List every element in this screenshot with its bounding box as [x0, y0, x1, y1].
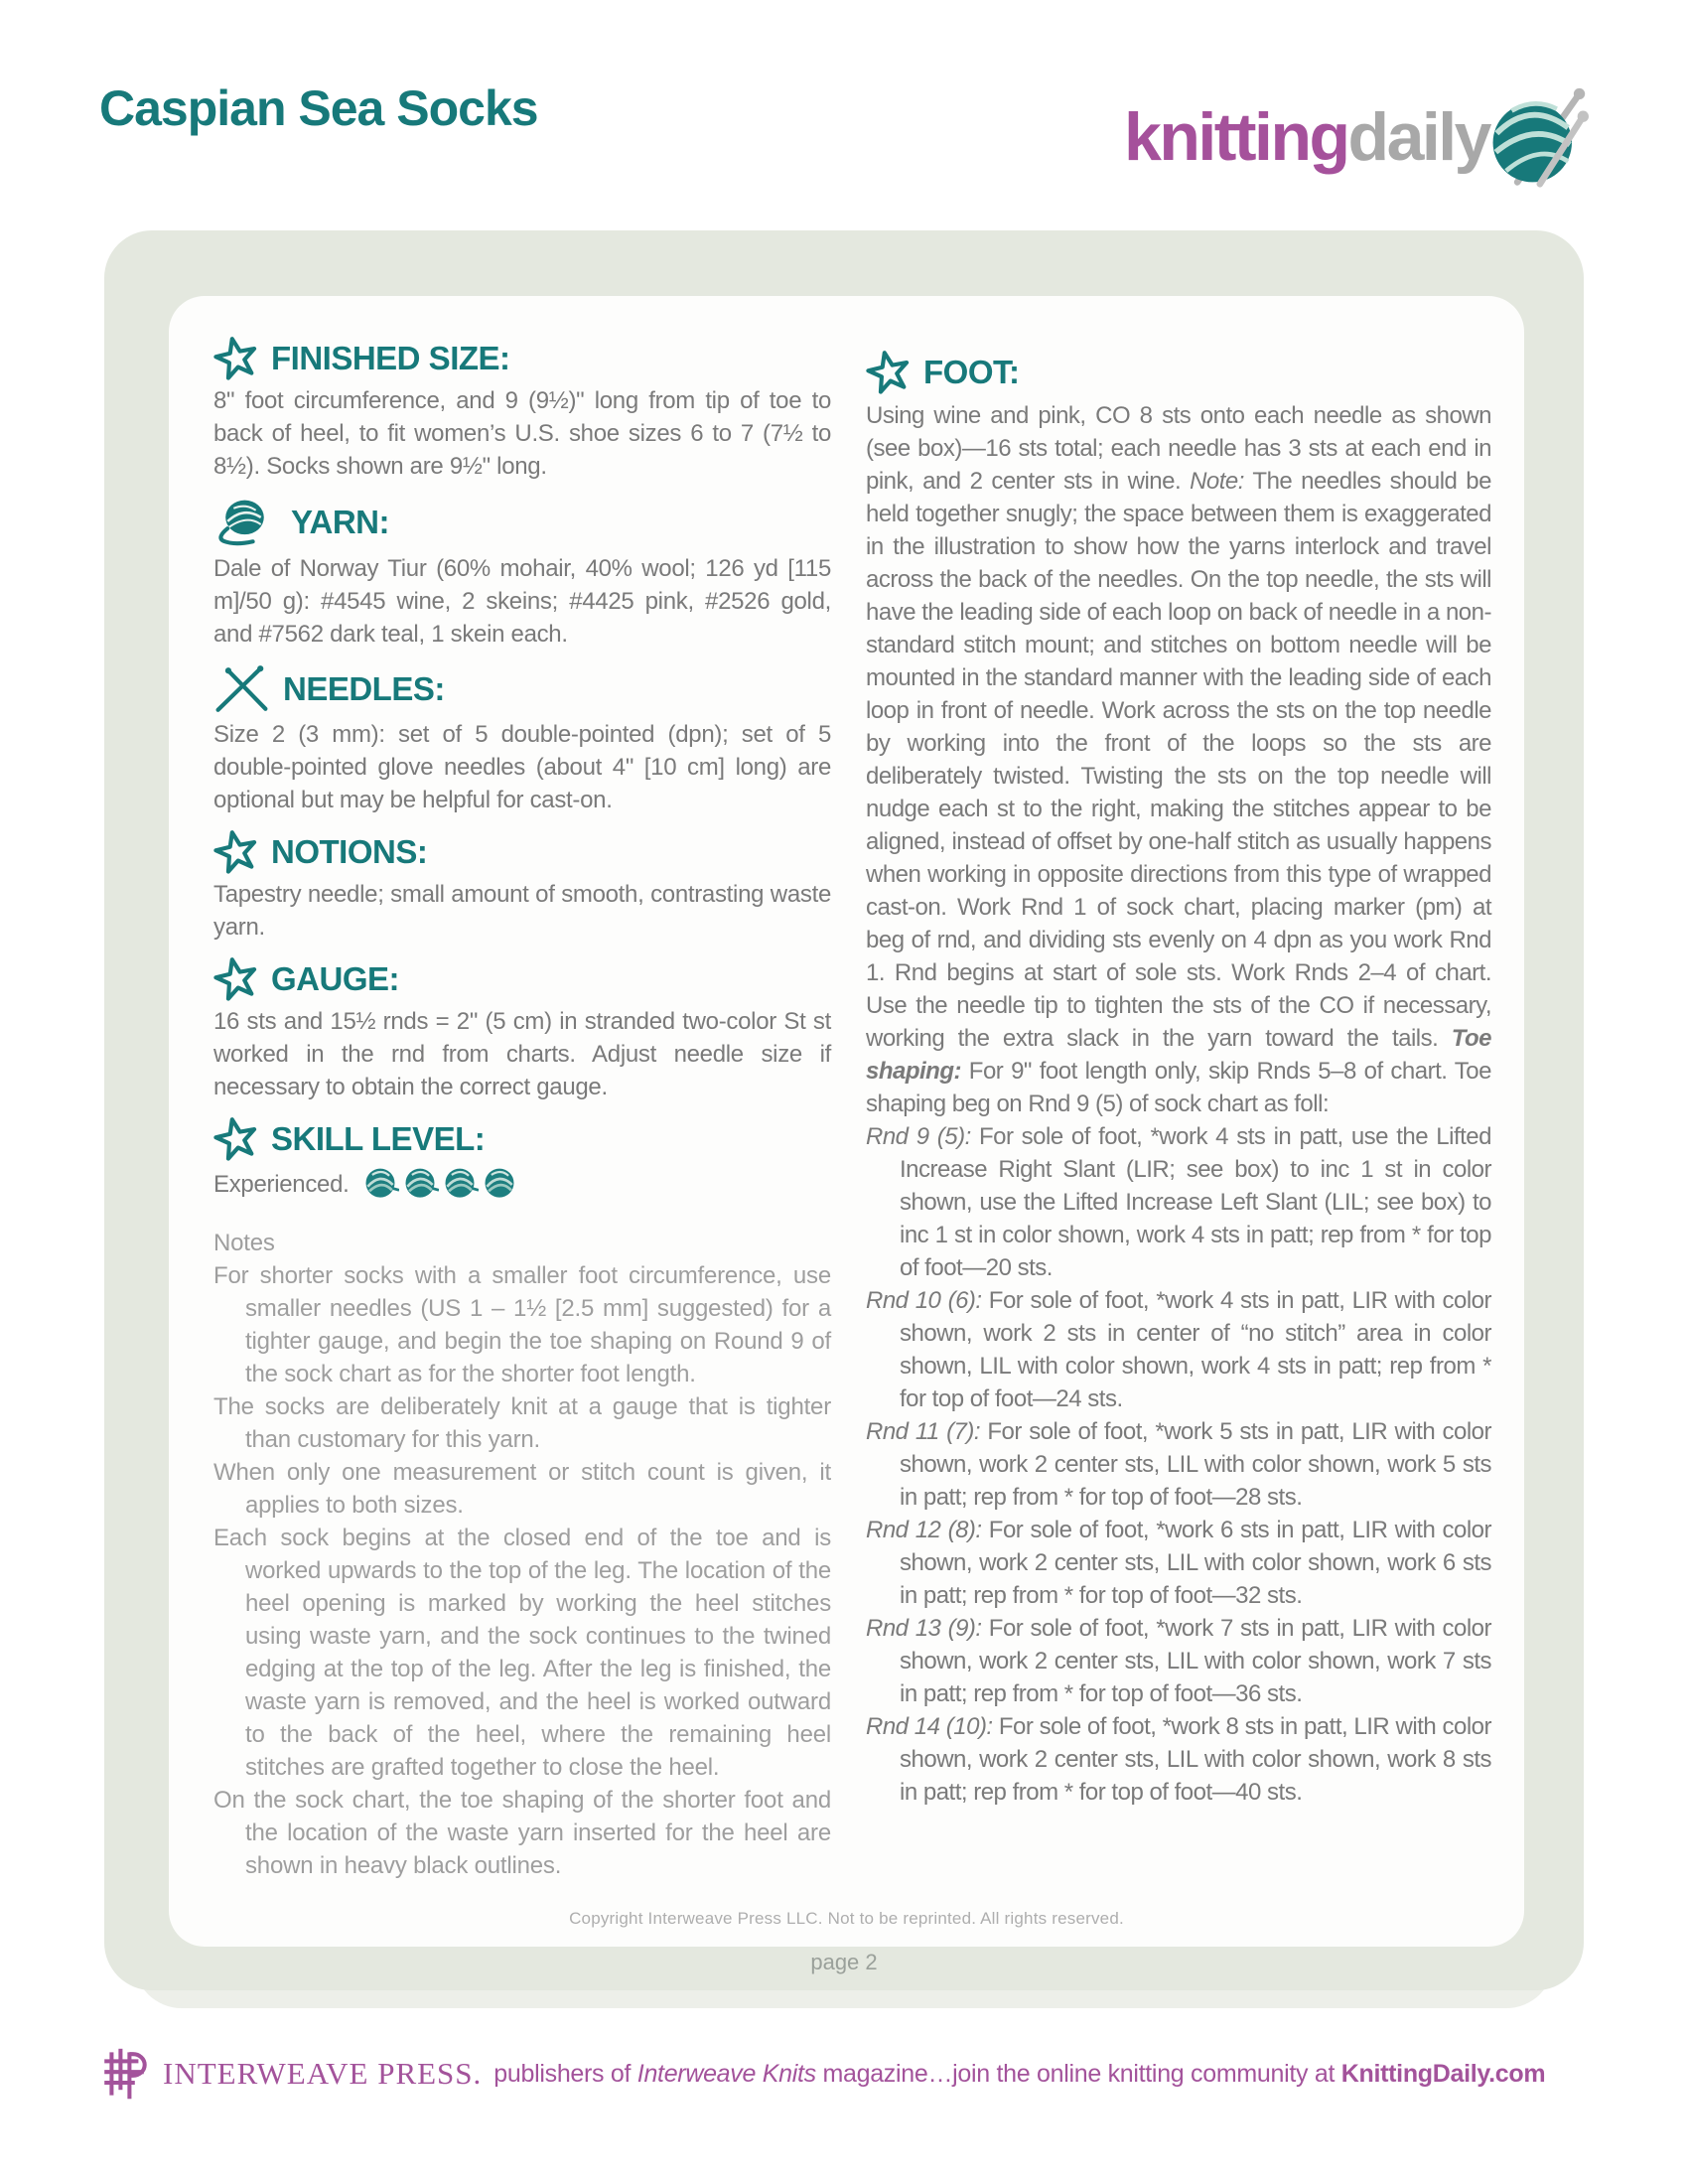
note-label: Note: [1190, 468, 1244, 495]
section-title: YARN: [291, 504, 389, 540]
section-heading-row [213, 496, 831, 549]
round-instruction [866, 1514, 1491, 1612]
section-skill-level [213, 1116, 831, 1203]
knittingdaily-logo [1124, 83, 1589, 191]
notes-paragraph: On the sock chart, the toe shaping of the shorter foot and the location of the waste yarn inserted for the heel are shown in heavy black outlines. [213, 1787, 831, 1879]
section-body: Size 2 (3 mm): set of 5 double-pointed (dpn); set of 5 double-pointed glove needles (about 4" [10 cm] long) are optional but may be helpful for cast-on. [213, 721, 831, 813]
footer-tagline [493, 2060, 1545, 2089]
round-instruction [866, 1612, 1491, 1710]
notes-paragraph: For shorter socks with a smaller foot circumference, use smaller needles (US 1 – 1½ [2.5 mm] suggested) for a tighter gauge, and begin the toe shaping on Round 9 of the sock chart as for the shorter foot length. [213, 1262, 831, 1387]
section-title: FOOT: [923, 354, 1020, 390]
notes-heading: Notes [213, 1230, 275, 1256]
round-instruction [866, 1284, 1491, 1415]
notes-paragraph: Each sock begins at the closed end of the toe and is worked upwards to the top of the leg. The location of the heel opening is marked by working the heel stitches using waste yarn, and the sock continues to the twined edging at the top of the leg. After the leg is finished, the waste yarn is removed, and the heel is worked outward to the back of the heel, where the remaining heel stitches are grafted together to close the heel. [213, 1525, 831, 1781]
copyright-line: Copyright Interweave Press LLC. Not to be reprinted. All rights reserved. [569, 1909, 1124, 1928]
tagline-text: publishers of [493, 2059, 637, 2088]
page-number: page 2 [810, 1950, 878, 1974]
section-foot [866, 350, 1491, 1809]
star-icon [213, 1116, 259, 1162]
foot-intro [866, 399, 1491, 1120]
section-heading-row [213, 663, 831, 715]
round-label: Rnd 14 (10): [866, 1713, 993, 1740]
round-text: For sole of foot, *work 5 sts in patt, LIR with color shown, work 2 center sts, LIL with color shown, work 5 sts in patt; rep from * for top of foot—28 sts. [900, 1418, 1492, 1511]
yarn-ball-rating-icon [481, 1165, 518, 1203]
yarn-ball-rating-icon [441, 1165, 479, 1203]
skill-level-row [213, 1165, 831, 1203]
left-column [213, 336, 831, 1882]
star-icon [213, 956, 259, 1002]
logo-word-daily: daily [1347, 99, 1489, 175]
section-notions [213, 829, 831, 944]
star-icon [213, 336, 259, 381]
skill-level-balls [361, 1165, 518, 1203]
section-title: NOTIONS: [271, 833, 428, 870]
publisher-footer [97, 2044, 1545, 2104]
right-column [866, 350, 1491, 1821]
yarn-ball-rating-icon [361, 1165, 399, 1203]
needles-icon [213, 663, 271, 715]
notes-paragraph: The socks are deliberately knit at a gauge that is tighter than customary for this yarn. [213, 1393, 831, 1453]
section-heading-row [213, 1116, 831, 1162]
round-text: For sole of foot, *work 8 sts in patt, LIR with color shown, work 2 center sts, LIL with color shown, work 8 sts in patt; rep from * for top of foot—40 sts. [900, 1713, 1491, 1806]
section-heading-row [213, 956, 831, 1002]
section-gauge [213, 956, 831, 1103]
section-title: GAUGE: [271, 960, 399, 997]
round-text: For sole of foot, *work 6 sts in patt, LIR with color shown, work 2 center sts, LIL with color shown, work 6 sts in patt; rep from * for top of foot—32 sts. [900, 1517, 1491, 1609]
interweave-press-wordmark: INTERWEAVE PRESS. [163, 2056, 483, 2091]
notes-paragraph: When only one measurement or stitch count is given, it applies to both sizes. [213, 1459, 831, 1519]
section-yarn [213, 496, 831, 651]
round-instruction [866, 1710, 1491, 1809]
section-heading-row [866, 350, 1491, 395]
round-text: For sole of foot, *work 7 sts in patt, LIR with color shown, work 2 center sts, LIL with color shown, work 7 sts in patt; rep from * for top of foot—36 sts. [900, 1615, 1491, 1707]
section-title: NEEDLES: [283, 670, 445, 707]
page-title: Caspian Sea Socks [99, 80, 538, 136]
star-icon [213, 829, 259, 875]
notes-block [213, 1227, 831, 1882]
section-finished-size [213, 336, 831, 483]
magazine-name: Interweave Knits [636, 2059, 816, 2088]
star-icon [866, 350, 912, 395]
section-title: FINISHED SIZE: [271, 340, 510, 376]
foot-intro-text: For 9" foot length only, skip Rnds 5–8 of chart. Toe shaping beg on Rnd 9 (5) of sock chart as foll: [866, 1058, 1491, 1117]
section-body: 8" foot circumference, and 9 (9½)" long from tip of toe to back of heel, to fit women’s U.S. shoe sizes 6 to 7 (7½ to 8½). Socks shown are 9½" long. [213, 387, 831, 480]
round-label: Rnd 9 (5): [866, 1123, 971, 1150]
section-body: 16 sts and 15½ rnds = 2" (5 cm) in stranded two-color St st worked in the rnd from charts. Adjust needle size if necessary to obtain the correct gauge. [213, 1008, 831, 1100]
section-body: Tapestry needle; small amount of smooth, contrasting waste yarn. [213, 881, 831, 941]
round-text: For sole of foot, *work 4 sts in patt, LIR with color shown, work 2 sts in center of “no stitch” area in color shown, LIL with color shown, work 4 sts in patt; rep from * for top of foot—24 sts. [900, 1287, 1491, 1412]
yarn-ball-icon [213, 496, 279, 549]
logo-word-knitting: knitting [1124, 99, 1348, 175]
yarn-ball-needles-icon [1485, 83, 1589, 191]
round-instruction [866, 1415, 1491, 1514]
section-body: Dale of Norway Tiur (60% mohair, 40% wool; 126 yd [115 m]/50 g): #4545 wine, 2 skeins; #4425 pink, #2526 gold, and #7562 dark teal, 1 skein each. [213, 555, 831, 648]
section-heading-row [213, 829, 831, 875]
round-label: Rnd 13 (9): [866, 1615, 982, 1642]
round-instruction [866, 1120, 1491, 1284]
knittingdaily-link[interactable]: KnittingDaily.com [1340, 2059, 1546, 2088]
round-label: Rnd 10 (6): [866, 1287, 982, 1314]
foot-intro-text: Using wine and pink, CO 8 sts onto each needle as shown (see box)—16 sts total; each needle has 3 sts at each end in pink, and 2 center sts in wine. [866, 402, 1491, 495]
section-needles [213, 663, 831, 816]
skill-level-text: Experienced. [213, 1170, 350, 1198]
round-label: Rnd 12 (8): [866, 1517, 982, 1543]
round-label: Rnd 11 (7): [866, 1418, 981, 1445]
yarn-ball-rating-icon [401, 1165, 439, 1203]
tagline-text: magazine…join the online knitting community at [815, 2059, 1341, 2088]
foot-intro-text: The needles should be held together snugly; the space between them is exaggerated in the illustration to show how the yarns interlock and travel across the back of the needles. On the top needle, the sts will have the leading side of each loop on back of needle in a non-standard stitch mount; and stitches on bottom needle will be mounted in the standard manner with the leading side of each loop in front of needle. Work across the sts on the top needle by working into the front of the loops so the sts are deliberately twisted. Twisting the sts on the top needle will nudge each st to the right, making the stitches appear to be aligned, instead of offset by one-half stitch as usually happens when working in opposite directions from this type of wrapped cast-on. Work Rnd 1 of sock chart, placing marker (pm) at beg of rnd, and dividing sts evenly on 4 dpn as you work Rnd 1. Rnd begins at start of sole sts. Work Rnds 2–4 of chart. Use the needle tip to tighten the sts of the CO if necessary, working the extra slack in the yarn toward the tails. [866, 468, 1491, 1052]
section-heading-row [213, 336, 831, 381]
section-title: SKILL LEVEL: [271, 1120, 486, 1157]
interweave-press-logo-icon [97, 2044, 151, 2104]
round-text: For sole of foot, *work 4 sts in patt, use the Lifted Increase Right Slant (LIR; see box) to inc 1 st in color shown, use the Lifted Increase Left Slant (LIL; see box) to inc 1 st in color shown, work 4 sts in patt; rep from * for top of foot—20 sts. [900, 1123, 1491, 1281]
toe-shaping-label: Toe shaping: [866, 1025, 1491, 1085]
